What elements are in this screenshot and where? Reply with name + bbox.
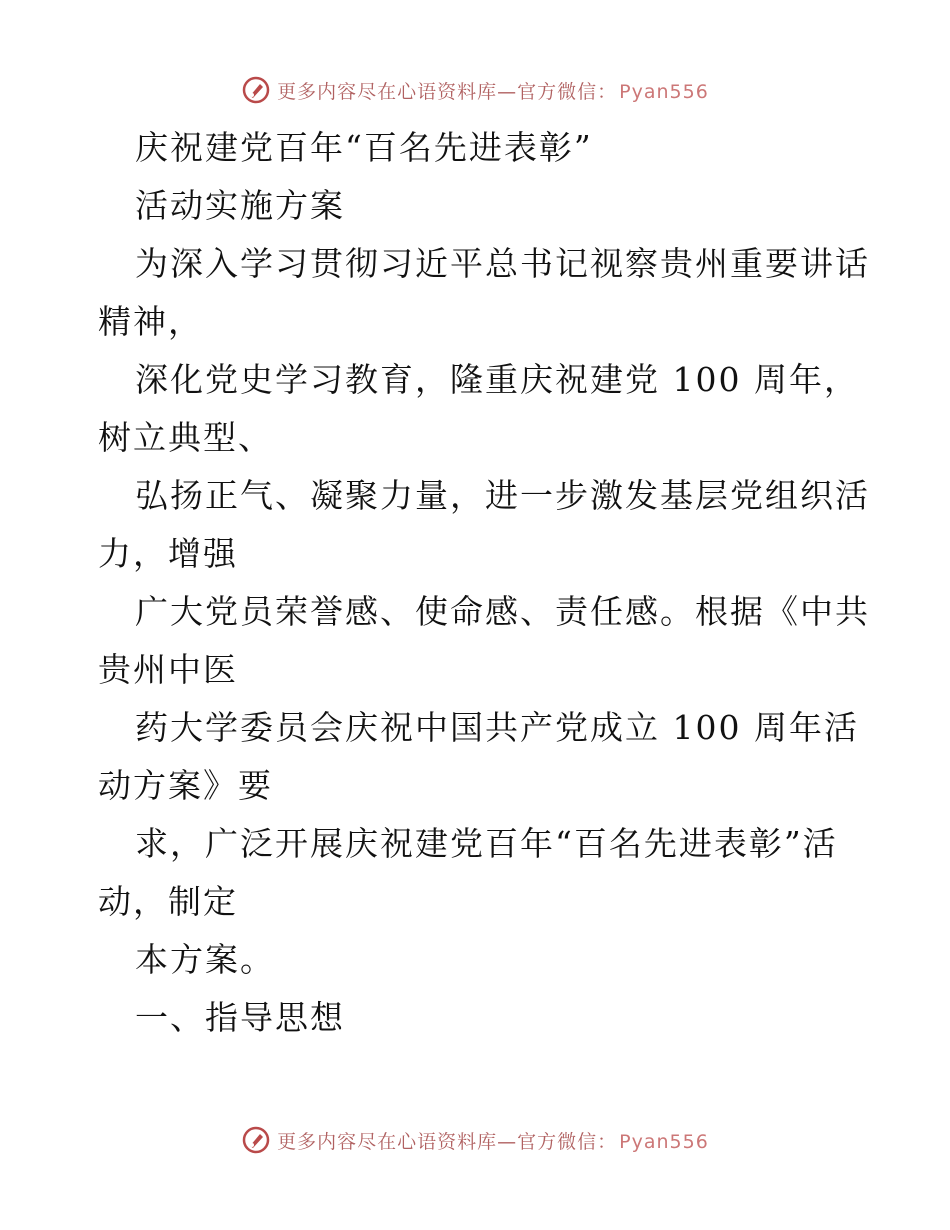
paragraph-line: 弘扬正气、凝聚力量，进一步激发基层党组织活 [135,476,870,515]
watermark-banner-bottom [0,1120,950,1160]
section-heading: 一、指导思想 [135,998,345,1037]
paragraph-line: 贵州中医 [98,650,238,689]
paragraph-line: 树立典型、 [98,418,273,457]
watermark-banner-top [0,70,950,110]
paragraph-line: 动方案》要 [98,766,273,805]
pen-nib-logo-icon [241,1125,271,1155]
paragraph-line: 广大党员荣誉感、使命感、责任感。根据《中共 [135,592,870,631]
doc-title-line-2: 活动实施方案 [135,186,345,225]
pen-nib-logo-icon [241,75,271,105]
paragraph-line: 深化党史学习教育，隆重庆祝建党 100 周年， [135,360,859,399]
watermark-text: 更多内容尽在心语资料库—官方微信： Pyan556 [277,80,709,103]
paragraph-line: 为深入学习贯彻习近平总书记视察贵州重要讲话 [135,244,870,283]
paragraph-line: 求，广泛开展庆祝建党百年“百名先进表彰”活 [135,824,838,863]
paragraph-line: 精神， [98,302,203,341]
watermark-text: 更多内容尽在心语资料库—官方微信： Pyan556 [277,1130,709,1153]
paragraph-line: 动，制定 [98,882,238,921]
paragraph-line: 本方案。 [135,940,275,979]
paragraph-line: 力，增强 [98,534,238,573]
doc-title-line-1: 庆祝建党百年“百名先进表彰” [135,128,593,167]
paragraph-line: 药大学委员会庆祝中国共产党成立 100 周年活 [135,708,859,747]
